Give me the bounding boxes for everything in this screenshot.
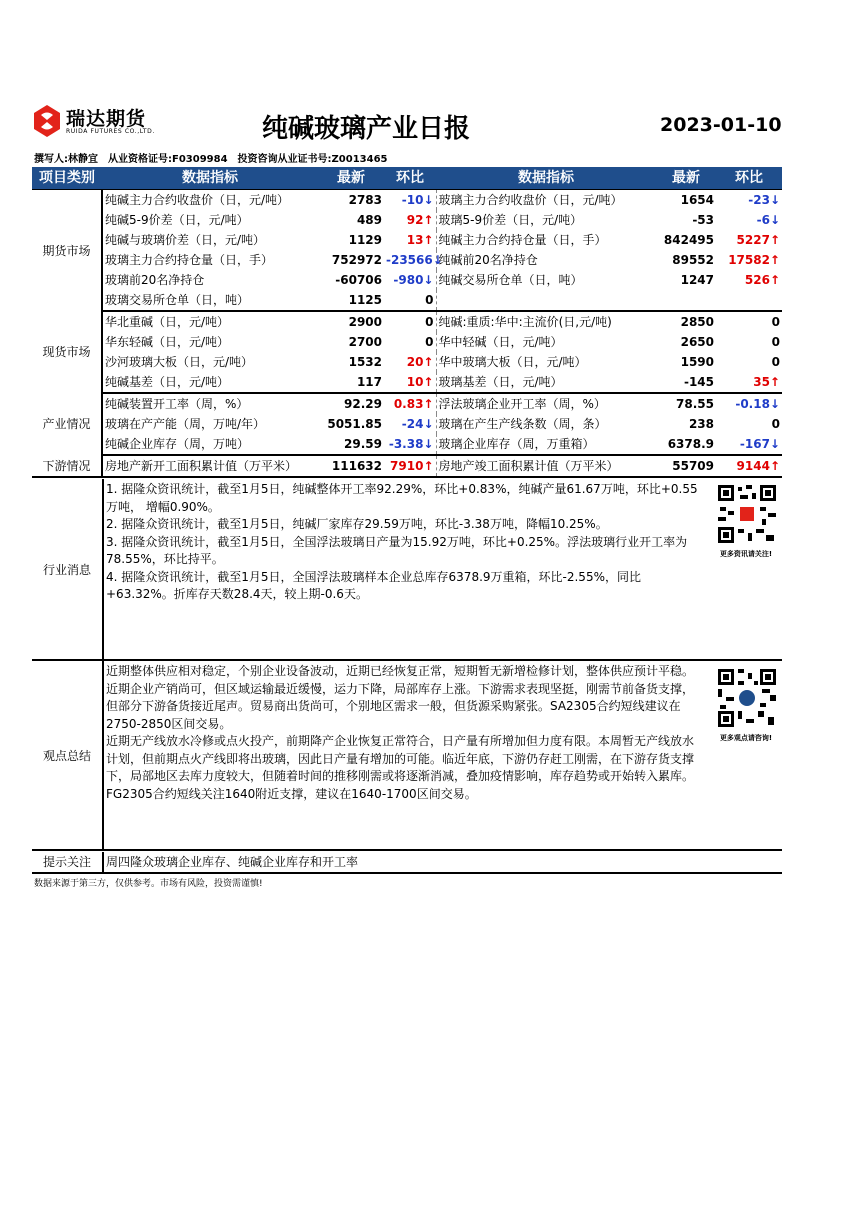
table-row [32,332,782,352]
change-value: 20↑ [406,355,434,369]
table-row [32,434,782,455]
indicator-name: 华中玻璃大板（日，元/吨） [436,352,656,372]
change-value: -167↓ [716,434,782,455]
table-row [32,270,782,290]
report-title: 纯碱玻璃产业日报 [262,114,471,144]
table-row [32,230,782,250]
latest-value: 1532 [348,355,382,369]
indicator-name: 浮法玻璃企业开工率（周，%） [436,393,656,414]
latest-value: 1125 [318,290,384,311]
indicator-name [436,290,656,311]
change-value: -23566↓ [386,253,443,267]
section-category: 产业情况 [32,393,102,455]
latest-value: 111632 [318,455,384,477]
news-qr-caption: 更多资讯请关注! [719,550,773,558]
change-value: -24↓ [401,417,434,431]
table-row [32,414,782,434]
indicator-name: 华北重碱（日，元/吨） [105,315,230,329]
change-value: 0 [771,417,780,431]
brand-name: 瑞达期货 [66,108,147,130]
latest-value: 78.55 [676,397,714,411]
latest-value: 2783 [348,193,382,207]
latest-value: 1129 [348,233,382,247]
latest-value: 117 [318,372,384,393]
change-value: -3.38↓ [384,434,436,455]
viewpoint-text: 近期整体供应相对稳定，个别企业设备波动，近期已经恢复正常，短期暂无新增检修计划，整体供应预计平稳。近期企业产销尚可，但区域运输最近缓慢，运力下降，局部库存上涨。下游需求表现坚挺，刚需节前备货支撑，但部分下游备货接近尾声。贸易商出货尚可，个别地区需求一般，但货源采购紧张。SA2305合约短线建议在2750-2850区间交易。 近期无产线放水冷修或点火投产，前期降产企业恢复正常符合，日产量有所增加但力度有限。本周暂无产线放水计划，但前期点火产线即将出玻璃，因此日产量有增加的可能。临近年底，下游仍存赶工刚需，在下游存货支撑下，局部地区去库力度较大，但随着时间的推移刚需或将逐渐消减，叠加疫情影响，库存趋势或开始转入累库。FG2305合约短线关注1640附近支撑，建议在1640-1700区间交易。 [106,664,695,801]
change-value: 10↑ [384,372,436,393]
section-category: 下游情况 [32,455,102,477]
indicator-name: 纯碱5-9价差（日，元/吨） [105,213,249,227]
table-row [32,250,782,270]
indicator-name: 纯碱主力合约收盘价（日，元/吨） [105,193,290,207]
change-value: 9144↑ [716,455,782,477]
viewpoint-section [32,661,782,851]
latest-value: 2850 [680,315,714,329]
change-value: 35↑ [716,372,782,393]
section-category: 期货市场 [32,190,102,312]
table-row [32,393,782,414]
change-value: 5227↑ [736,233,780,247]
qr-code-icon [716,483,778,545]
report-header [32,100,782,150]
change-value: -23↓ [748,193,780,207]
latest-value: 92.29 [344,397,382,411]
hint-label: 提示关注 [32,852,104,872]
change-value: 13↑ [406,233,434,247]
header-latest: 最新 [318,167,384,190]
latest-value: 238 [688,417,714,431]
indicator-name: 纯碱企业库存（周，万吨） [102,434,318,455]
change-value: 92↑ [406,213,434,227]
brand-name-en: RUIDA FUTURES CO.,LTD. [66,128,155,135]
latest-value: 2900 [348,315,382,329]
header-category: 项目类别 [32,167,102,190]
header-change: 环比 [384,167,436,190]
latest-value: 5051.85 [327,417,382,431]
change-value: -0.18↓ [735,397,780,411]
change-value: 0 [771,335,780,349]
indicator-name: 沙河玻璃大板（日，元/吨） [105,355,254,369]
indicator-name: 纯碱:重质:华中:主流价(日,元/吨) [436,311,656,332]
industry-news-text: 1. 据隆众资讯统计，截至1月5日，纯碱整体开工率92.29%，环比+0.83%，纯碱产量61.67万吨，环比+0.55万吨， 增幅0.90%。 2. 据隆众资讯统计，截至1月5日，纯碱厂家库存29.59万吨，环比-3.38万吨，降幅10.25%。 3. 据隆众资讯统计，截至1月5日，全国浮法玻璃日产量为15.92万吨，环比+0.25%。浮法玻璃行业开工率为78.55%，环比持平。 4. 据隆众资讯统计，截至1月5日，全国浮法玻璃样本企业总库存6378.9万重箱，环比-2.55%，同比+63.32%。折库存天数28.4天，较上期-0.6天。 [106,482,698,601]
hint-text: 周四隆众玻璃企业库存、纯碱企业库存和开工率 [106,855,359,869]
table-row [32,290,782,311]
change-value: 0.83↑ [393,397,434,411]
viewpoint-qr-block [716,667,776,743]
header-indicator: 数据指标 [102,167,318,190]
latest-value: 2650 [680,335,714,349]
latest-value: 842495 [663,233,714,247]
table-row [32,190,782,211]
table-row [32,210,782,230]
change-value: 0 [771,355,780,369]
change-value: 17582↑ [728,253,780,267]
qr-code-icon [716,667,778,729]
indicator-name: 玻璃在产产能（周，万吨/年） [105,417,266,431]
change-value: -980↓ [393,273,434,287]
indicator-name: 玻璃前20名净持仓 [105,273,205,287]
industry-news-section [32,479,782,661]
change-value [716,290,782,311]
change-value: 526↑ [744,273,780,287]
table-row [32,372,782,393]
change-value: 0 [425,335,434,349]
latest-value: 89552 [672,253,714,267]
viewpoint-label: 观点总结 [32,661,104,849]
header-latest-2: 最新 [656,167,716,190]
hint-section [32,852,782,874]
indicator-name: 玻璃主力合约收盘价（日，元/吨） [436,190,656,211]
indicator-name: 纯碱装置开工率（周，%） [105,397,249,411]
change-value: 0 [425,315,434,329]
latest-value: -145 [656,372,716,393]
header-indicator-2: 数据指标 [436,167,656,190]
latest-value [656,290,716,311]
table-row [32,352,782,372]
table-row [32,455,782,477]
author-line: 撰写人:林静宜 从业资格证号:F0309984 投资咨询从业证书号:Z0013465 [34,154,388,165]
latest-value: -60706 [335,273,382,287]
indicator-name: 房地产竣工面积累计值（万平米） [436,455,656,477]
latest-value: 1247 [680,273,714,287]
indicator-name: 玻璃5-9价差（日，元/吨） [436,210,656,230]
change-value: 0 [771,315,780,329]
indicator-name: 华中轻碱（日，元/吨） [436,332,656,352]
header-change-2: 环比 [716,167,782,190]
table-header-row [32,167,782,190]
disclaimer: 数据来源于第三方，仅供参考。市场有风险，投资需谨慎! [34,879,263,889]
indicator-name: 玻璃企业库存（周，万重箱） [436,434,656,455]
change-value: -10↓ [401,193,434,207]
latest-value: 752972 [331,253,382,267]
industry-news-label: 行业消息 [32,479,104,659]
indicator-name: 房地产新开工面积累计值（万平米） [102,455,318,477]
data-table [32,167,782,478]
latest-value: 489 [356,213,382,227]
company-logo [32,102,172,148]
viewpoint-qr-caption: 更多观点请咨询! [719,734,773,742]
latest-value: 55709 [656,455,716,477]
indicator-name: 纯碱主力合约持仓量（日，手） [436,230,656,250]
latest-value: 2700 [348,335,382,349]
change-value: 0 [384,290,436,311]
indicator-name: 纯碱交易所仓单（日，吨） [436,270,656,290]
latest-value: 1590 [680,355,714,369]
news-qr-block [716,483,776,559]
indicator-name: 玻璃在产生产线条数（周，条） [436,414,656,434]
change-value: -6↓ [756,213,780,227]
latest-value: 1654 [680,193,714,207]
section-category: 现货市场 [32,311,102,393]
indicator-name: 纯碱与玻璃价差（日，元/吨） [105,233,266,247]
indicator-name: 纯碱前20名净持仓 [436,250,656,270]
latest-value: 6378.9 [656,434,716,455]
change-value: 7910↑ [384,455,436,477]
indicator-name: 纯碱基差（日，元/吨） [102,372,318,393]
ruida-logo-icon [32,104,62,138]
table-row [32,311,782,332]
latest-value: 29.59 [318,434,384,455]
report-date: 2023-01-10 [660,114,782,136]
indicator-name: 华东轻碱（日，元/吨） [105,335,230,349]
latest-value: -53 [692,213,714,227]
indicator-name: 玻璃交易所仓单（日，吨） [102,290,318,311]
indicator-name: 玻璃主力合约持仓量（日，手） [105,253,274,267]
indicator-name: 玻璃基差（日，元/吨） [436,372,656,393]
